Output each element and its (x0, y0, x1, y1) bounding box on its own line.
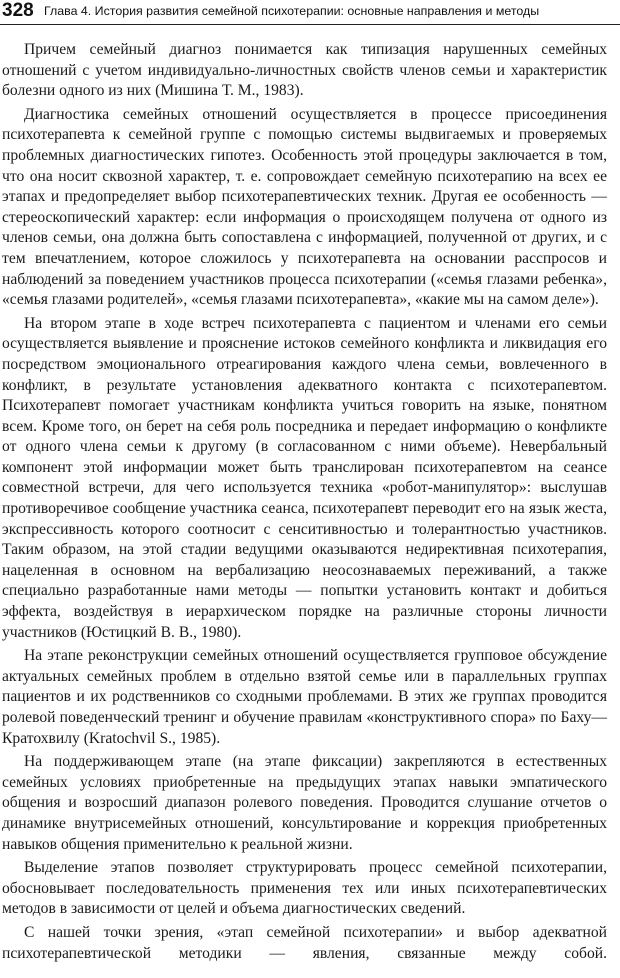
paragraph: Причем семейный диагноз понимается как типизация нарушенных семейных отношений с учетом индивидуально-личностных свойств членов семьи и характеристик болезни одного из них (Мишина Т. М., 1983). (2, 41, 607, 100)
paragraph: На втором этапе в ходе встреч психотерапевта с пациентом и членами его семьи осуществляется выявление и прояснение истоков семейного конфликта и ликвидация его посредством эмоционального отреагирования каждого члена семьи, вовлеченного в конфликт, в результате установления адекватного контакта с психотерапевтом. Психотерапевт помогает участникам конфликта учиться говорить на языке, понятном всем. Кроме того, он берет на себя роль посредника и передает информацию о конфликте от одного члена семьи к другому (в согласованном с ними объеме). Невербальный компонент этой информации может быть транслирован психотерапевтом на сеансе совместной встречи, для чего используется техника «робот-манипулятор»: выслушав противоречивое сообщение участника сеанса, психотерапевт переводит его на язык жеста, экспрессивность которого соотносит с сенситивностью и толерантностью участников. Таким образом, на этой стадии ведущими оказываются недирективная психотерапия, нацеленная в основном на вербализацию неосознаваемых переживаний, а также специально разработанные нами методы — попытки установить контакт и добиться эффекта, воздействуя в иерархическом порядке на различные стороны личности участников (Юстицкий В. В., 1980). (2, 314, 607, 641)
paragraph: Диагностика семейных отношений осуществляется в процессе присоединения психотерапевта к семейной группе с помощью системы выдвигаемых и проверяемых проблемных диагностических гипотез. Особенность этой процедуры заключается в том, что она носит сквозной характер, т. е. сопровождает семейную психотерапию на всех ее этапах и предопределяет выбор психотерапевтических техник. Другая ее особенность — стереоскопический характер: если информация о происходящем получена от одного из членов семьи, она должна быть сопоставлена с информацией, полученной от других, и с тем впечатлением, которое сложилось у психотерапевта на основании расспросов и наблюдений за поведением участников процесса психотерапии («семья глазами ребенка», «семья глазами родителей», «семья глазами психотерапевта», «какие мы на самом деле»). (2, 105, 607, 309)
body-text (2, 40, 607, 967)
page-header (0, 0, 620, 25)
paragraph: На этапе реконструкции семейных отношений осуществляется групповое обсуждение актуальных семейных проблем в отдельно взятой семье или в параллельных группах пациентов и их родственников со сходными проблемами. В этих же группах проводится ролевой поведенческий тренинг и обучение правилам «конструктивного спора» по Баху—Кратохвилу (Kratochvil S., 1985). (2, 647, 607, 747)
paragraph: С нашей точки зрения, «этап семейной психотерапии» и выбор адекватной психотерапевтической методики — явления, связанные между собой. (2, 923, 607, 962)
paragraph: На поддерживающем этапе (на этапе фиксации) закрепляются в естественных семейных условиях приобретенные на предыдущих этапах навыки эмпатического общения и возросший диапазон ролевого поведения. Проводится слушание отчетов о динамике внутрисемейных отношений, консультирование и коррекция приобретенных навыков общения применительно к реальной жизни. (2, 753, 607, 853)
paragraph: Выделение этапов позволяет структурировать процесс семейной психотерапии, обосновывает последовательность применения тех или иных психотерапевтических методов в зависимости от целей и объема диагностических сведений. (2, 859, 607, 918)
page-number: 328 (2, 0, 34, 21)
running-head: Глава 4. История развития семейной психотерапии: основные направления и методы (44, 4, 540, 18)
